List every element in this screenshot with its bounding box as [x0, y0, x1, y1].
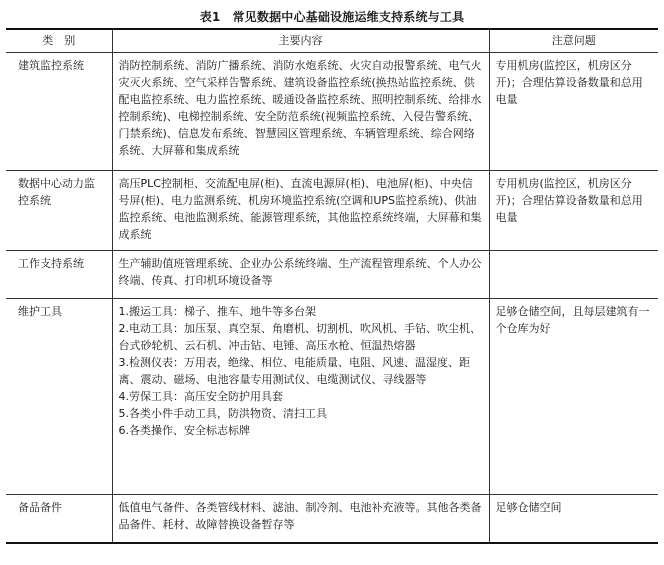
row-category: 数据中心动力监控系统: [6, 171, 112, 251]
table-title: 常见数据中心基础设施运维支持系统与工具: [232, 10, 465, 24]
header-content: 主要内容: [112, 29, 489, 53]
table-row: [6, 251, 658, 299]
list-item: 6.各类操作、安全标志标牌: [118, 424, 250, 437]
row-content: 低值电气备件、各类管线材料、滤油、制冷剂、电池补充液等。其他各类备品备件、耗材、故障替换设备暂存等: [112, 495, 489, 543]
row-category: 工作支持系统: [6, 251, 112, 299]
table-row: [6, 171, 658, 251]
table-row: [6, 53, 658, 171]
table-row: [6, 299, 658, 495]
row-content: 生产辅助值班管理系统、企业办公系统终端、生产流程管理系统、个人办公终端、传真、打印机环境设备等: [112, 251, 489, 299]
list-item: 4.劳保工具：高压安全防护用具套: [118, 390, 283, 403]
list-item: 3.检测仪表：万用表，绝缘、相位、电能质量、电阻、风速、温湿度、距离、震动、磁场、电池容量专用测试仪、电缆测试仪、寻线器等: [118, 356, 470, 386]
table-header-row: [6, 29, 658, 53]
list-item: 5.各类小件手动工具，防洪物资、清扫工具: [118, 407, 327, 420]
list-item: 2.电动工具：加压泵、真空泵、角磨机、切割机、吹风机、手钻、吹尘机、台式砂轮机、云石机、冲击钻、电锤、高压水枪、恒温热熔器: [118, 322, 481, 352]
row-content: 高压PLC控制柜、交流配电屏(柜)、直流电源屏(柜)、电池屏(柜)、中央信号屏(柜)、电力监测系统、机房环境监控系统(空调和UPS监控系统)、供油监控系统、电池监测系统、能源管理系统，其他监控系统终端，大屏幕和集成系统: [112, 171, 489, 251]
row-notes: 足够仓储空间: [495, 501, 562, 514]
row-content: 消防控制系统、消防广播系统、消防水炮系统、火灾自动报警系统、电气火灾灭火系统、空气采样告警系统、建筑设备监控系统(换热站监控系统、供配电监控系统、电力监控系统、暖通设备监控系统、照明控制系统、给排水控制系统)、电梯控制系统、安全防范系统(视频监控系统、入侵告警系统、门禁系统)、信息发布系统、智慧园区管理系统、车辆管理系统、综合网络系统、大屏幕和集成系统: [112, 53, 489, 171]
row-content-list: [112, 299, 489, 495]
row-notes: 专用机房(监控区，机房区分开)；合理估算设备数量和总用电量: [495, 177, 643, 224]
row-category: 备品备件: [6, 495, 112, 543]
table-number: 表1: [199, 10, 221, 24]
list-item: 1.搬运工具：梯子、推车、地牛等多台架: [118, 305, 316, 318]
table-row: [6, 495, 658, 543]
row-notes: [489, 251, 658, 299]
row-category: 维护工具: [6, 299, 112, 495]
support-systems-table: [6, 28, 658, 544]
row-notes: 足够仓储空间，且每层建筑有一个仓库为好: [495, 305, 650, 335]
row-category: 建筑监控系统: [6, 53, 112, 171]
table-caption: [0, 8, 664, 25]
header-category: 类 别: [6, 29, 112, 53]
row-notes: 专用机房(监控区，机房区分开)；合理估算设备数量和总用电量: [495, 59, 643, 106]
header-notes: 注意问题: [551, 34, 596, 47]
